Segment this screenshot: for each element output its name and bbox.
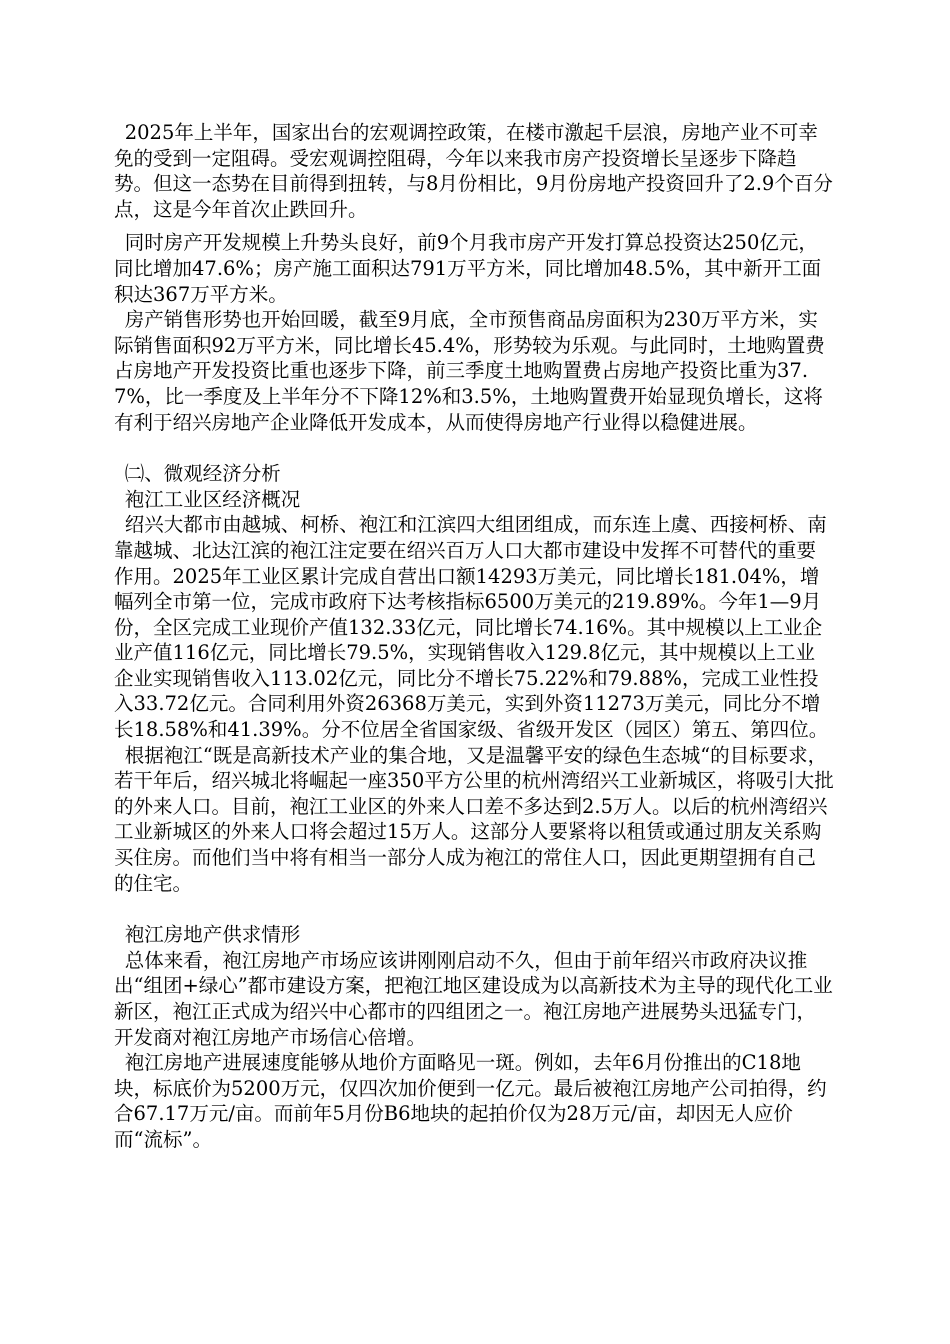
spacer <box>114 435 834 461</box>
section-heading-micro: ㈡、微观经济分析 <box>124 462 281 486</box>
spacer <box>114 896 834 922</box>
paragraph-3: 房产销售形势也开始回暖，截至9月底，全市预售商品房面积为230万平方米，实际销售面积92万平方米，同比增长45.4%，形势较为乐观。与此同时，土地购置费占房地产开发投资比重也逐步下降，前三季度土地购置费占房地产投资比重为37.7%，比一季度及上半年分不下降12%和3.5%，土地购置费开始显现负增长，这将有利于绍兴房地产企业降低开发成本，从而使得房地产行业得以稳健进展。 <box>114 308 825 434</box>
subheading-supply-demand: 袍江房地产供求情形 <box>124 923 301 947</box>
document-page <box>114 120 834 1153</box>
spacer <box>114 222 834 230</box>
paragraph-5: 根据袍江“既是高新技术产业的集合地，又是温馨平安的绿色生态城“的目标要求，若干年后，绍兴城北将崛起一座350平方公里的杭州湾绍兴工业新城区，将吸引大批的外来人口。目前，袍江工业区的外来人口差不多达到2.5万人。以后的杭州湾绍兴工业新城区的外来人口将会超过15万人。这部分人要紧将以租赁或通过朋友关系购买住房。而他们当中将有相当一部分人成为袍江的常住人口，因此更期望拥有自己的住宅。 <box>114 743 834 895</box>
paragraph-6: 总体来看，袍江房地产市场应该讲刚刚启动不久，但由于前年绍兴市政府决议推出“组团+绿心”都市建设方案，把袍江地区建设成为以高新技术为主导的现代化工业新区，袍江正式成为绍兴中心都市的四组团之一。袍江房地产进展势头迅猛专门，开发商对袍江房地产市场信心倍增。 <box>114 948 833 1049</box>
paragraph-2: 同时房产开发规模上升势头良好，前9个月我市房产开发打算总投资达250亿元，同比增加47.6%；房产施工面积达791万平方米，同比增加48.5%，其中新开工面积达367万平方米。 <box>114 231 822 306</box>
paragraph-4: 绍兴大都市由越城、柯桥、袍江和江滨四大组团组成，而东连上虞、西接柯桥、南靠越城、北达江滨的袍江注定要在绍兴百万人口大都市建设中发挥不可替代的重要作用。2025年工业区累计完成自营出口额14293万美元，同比增长181.04%，增幅列全市第一位，完成市政府下达考核指标6500万美元的219.89%。今年1—9月份，全区完成工业现价产值132.33亿元，同比增长74.16%。其中规模以上工业企业产值116亿元，同比增长79.5%，实现销售收入129.8亿元，其中规模以上工业企业实现销售收入113.02亿元，同比分不增长75.22%和79.88%，完成工业性投入33.72亿元。合同利用外资26368万美元，实到外资11273万美元，同比分不增长18.58%和41.39%。分不位居全省国家级、省级开发区（园区）第五、第四位。 <box>114 513 829 742</box>
paragraph-7: 袍江房地产进展速度能够从地价方面略见一斑。例如，去年6月份推出的C18地块，标底价为5200万元，仅四次加价便到一亿元。最后被袍江房地产公司拍得，约合67.17万元/亩。而前年5月份B6地块的起拍价仅为28万元/亩，却因无人应价而“流标”。 <box>114 1051 827 1151</box>
paragraph-1: 2025年上半年，国家出台的宏观调控政策，在楼市激起千层浪，房地产业不可幸免的受到一定阻碍。受宏观调控阻碍，今年以来我市房产投资增长呈逐步下降趋势。但这一态势在目前得到扭转，与8月份相比，9月份房地产投资回升了2.9个百分点，这是今年首次止跌回升。 <box>114 121 833 221</box>
subheading-economy: 袍江工业区经济概况 <box>124 487 301 511</box>
